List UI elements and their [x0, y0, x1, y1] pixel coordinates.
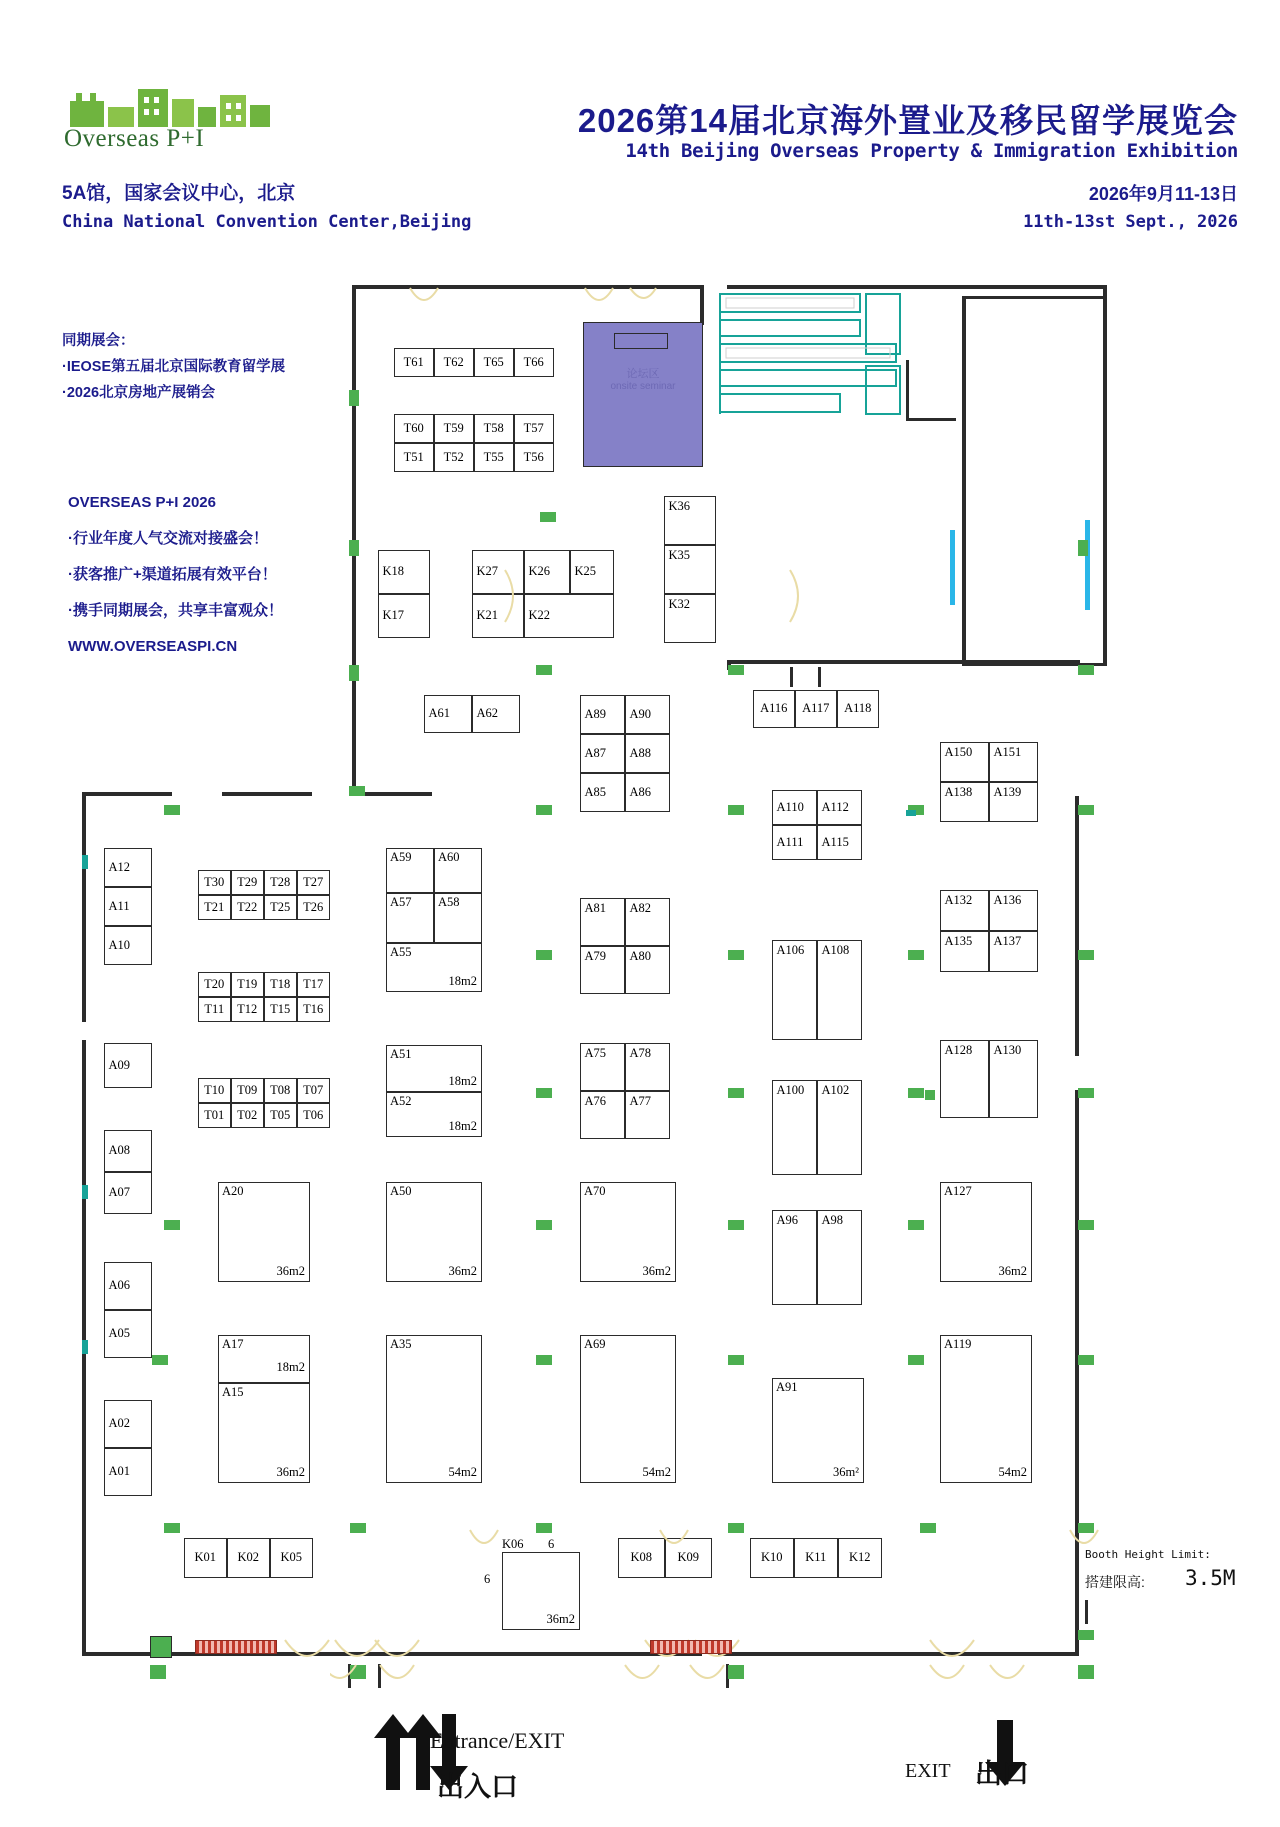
- booth-grid-a75[interactable]: [580, 1043, 670, 1139]
- booth-K36[interactable]: K36: [664, 496, 717, 546]
- booth-A115[interactable]: A115: [817, 825, 863, 861]
- date-en: 11th-13st Sept., 2026: [1023, 212, 1238, 232]
- booth-A77[interactable]: A77: [625, 1091, 671, 1140]
- booth-T18[interactable]: T18: [264, 972, 298, 998]
- concurrent-item-2: ·2026北京房地产展销会: [62, 385, 216, 401]
- booth-K09[interactable]: K09: [665, 1538, 713, 1579]
- booth-label: A119: [944, 1337, 972, 1351]
- cyan-strip: [950, 530, 955, 605]
- booth-T12[interactable]: T12: [231, 997, 265, 1023]
- booth-A50[interactable]: [386, 1182, 482, 1282]
- logo-buildings-icon: [62, 87, 277, 127]
- booth-area: 36m2: [276, 1465, 305, 1479]
- booth-A08[interactable]: A08: [104, 1130, 153, 1173]
- exit-label-cn: 出口: [975, 1759, 1029, 1789]
- booth-label: A50: [390, 1184, 412, 1198]
- booth-grid-a106[interactable]: [772, 940, 862, 1040]
- wall-stub: [790, 667, 793, 687]
- booth-T59[interactable]: T59: [434, 414, 475, 444]
- booth-T05[interactable]: T05: [264, 1103, 298, 1129]
- booth-grid-a08[interactable]: [104, 1130, 152, 1214]
- service-marker: [350, 1523, 366, 1533]
- booth-K10[interactable]: K10: [750, 1538, 795, 1579]
- service-marker: [349, 390, 359, 406]
- booth-A87[interactable]: A87: [580, 734, 626, 774]
- wall-stub: [378, 1664, 381, 1688]
- service-marker: [1078, 1220, 1094, 1230]
- booth-T22[interactable]: T22: [231, 895, 265, 921]
- booth-A86[interactable]: A86: [625, 773, 671, 813]
- concurrent-events: [62, 328, 362, 406]
- wall-stub: [1085, 1600, 1088, 1624]
- booth-A82[interactable]: A82: [625, 898, 671, 947]
- booth-A76[interactable]: A76: [580, 1091, 626, 1140]
- booth-T65[interactable]: T65: [474, 348, 515, 378]
- booth-label: A15: [222, 1385, 244, 1399]
- logo-text: Overseas P+I: [64, 125, 205, 152]
- booth-area: 18m2: [448, 974, 477, 988]
- booth-label: A52: [390, 1094, 412, 1108]
- booth-A61[interactable]: A61: [424, 695, 473, 734]
- service-marker: [82, 855, 88, 869]
- booth-T27[interactable]: T27: [297, 870, 331, 896]
- wall-right-upper: [1103, 285, 1107, 665]
- service-marker: [150, 1665, 166, 1679]
- wall-seg: [352, 285, 356, 336]
- booth-A108[interactable]: A108: [817, 940, 863, 1041]
- cyan-strip: [1085, 520, 1090, 610]
- booth-grid-a61[interactable]: [424, 695, 520, 733]
- booth-A112[interactable]: A112: [817, 790, 863, 826]
- service-marker: [536, 1355, 552, 1365]
- booth-A51[interactable]: [386, 1045, 482, 1092]
- service-corridor-diagram: [716, 290, 976, 455]
- booth-grid-t-left-3[interactable]: [198, 972, 330, 1022]
- booth-A89[interactable]: A89: [580, 695, 626, 735]
- booth-K32[interactable]: K32: [664, 594, 717, 644]
- booth-area: 36m2: [998, 1264, 1027, 1278]
- booth-T55[interactable]: T55: [474, 443, 515, 473]
- booth-A09[interactable]: A09: [104, 1043, 153, 1089]
- booth-label: A91: [776, 1380, 798, 1394]
- booth-A69[interactable]: [580, 1335, 676, 1483]
- booth-A138[interactable]: A138: [940, 782, 990, 823]
- booth-label: A57: [390, 895, 412, 909]
- service-marker: [164, 805, 180, 815]
- service-marker: [908, 1355, 924, 1365]
- booth-T51[interactable]: T51: [394, 443, 435, 473]
- wall-stub: [906, 360, 909, 420]
- booth-A06[interactable]: A06: [104, 1262, 153, 1311]
- exit-label-en: EXIT: [905, 1760, 951, 1782]
- booth-grid-a116[interactable]: [753, 690, 879, 728]
- wall-top-left: [352, 285, 704, 289]
- booth-A01[interactable]: A01: [104, 1448, 153, 1497]
- booth-A102[interactable]: A102: [817, 1080, 863, 1176]
- booth-area: 54m2: [448, 1465, 477, 1479]
- booth-T26[interactable]: T26: [297, 895, 331, 921]
- booth-A15[interactable]: [218, 1383, 310, 1483]
- booth-T16[interactable]: T16: [297, 997, 331, 1023]
- booth-T19[interactable]: T19: [231, 972, 265, 998]
- service-marker: [728, 950, 744, 960]
- booth-A98[interactable]: A98: [817, 1210, 863, 1306]
- service-marker: [1078, 1630, 1094, 1640]
- booth-T02[interactable]: T02: [231, 1103, 265, 1129]
- booth-grid-a128[interactable]: [940, 1040, 1038, 1118]
- booth-T61[interactable]: T61: [394, 348, 435, 378]
- booth-T08[interactable]: T08: [264, 1078, 298, 1104]
- booth-A111[interactable]: A111: [772, 825, 818, 861]
- booth-T25[interactable]: T25: [264, 895, 298, 921]
- booth-A118[interactable]: A118: [837, 690, 880, 729]
- service-marker: [536, 805, 552, 815]
- service-marker: [349, 540, 359, 556]
- booth-T20[interactable]: T20: [198, 972, 232, 998]
- booth-K08[interactable]: K08: [618, 1538, 666, 1579]
- booth-K17[interactable]: K17: [378, 594, 431, 639]
- booth-height-limit-en: Booth Height Limit:: [1085, 1548, 1211, 1561]
- booth-label: A59: [390, 850, 412, 864]
- booth-A136[interactable]: A136: [989, 890, 1039, 932]
- wall-left-1: [82, 792, 86, 1022]
- booth-K11[interactable]: K11: [794, 1538, 839, 1579]
- booth-A10[interactable]: A10: [104, 926, 153, 966]
- entrance-label-en: Entrance/EXIT: [430, 1728, 565, 1753]
- service-marker: [920, 1523, 936, 1533]
- booth-label: A60: [438, 850, 460, 864]
- point-3: ·携手同期展会，共享丰富观众！: [68, 602, 283, 619]
- service-marker: [164, 1523, 180, 1533]
- booth-K12[interactable]: K12: [838, 1538, 883, 1579]
- booth-T66[interactable]: T66: [514, 348, 555, 378]
- booth-height-limit-cn: 搭建限高:: [1085, 1574, 1145, 1590]
- service-marker: [1078, 950, 1094, 960]
- booth-K26[interactable]: K26: [524, 550, 571, 595]
- booth-A85[interactable]: A85: [580, 773, 626, 813]
- service-marker: [540, 512, 556, 522]
- booth-grid-a81[interactable]: [580, 898, 670, 994]
- booth-A75[interactable]: A75: [580, 1043, 626, 1092]
- booth-K02[interactable]: K02: [227, 1538, 271, 1579]
- booth-K25[interactable]: K25: [570, 550, 615, 595]
- service-marker: [908, 1220, 924, 1230]
- entrance-label-cn: 出入口: [437, 1772, 518, 1802]
- booth-grid-k-bottom-2[interactable]: [618, 1538, 712, 1578]
- booth-label: A20: [222, 1184, 244, 1198]
- brand-points: [68, 485, 368, 665]
- booth-T06[interactable]: T06: [297, 1103, 331, 1129]
- booth-area: 36m²: [833, 1465, 859, 1479]
- booth-T17[interactable]: T17: [297, 972, 331, 998]
- service-marker: [908, 1088, 924, 1098]
- dim-note-1: 6: [548, 1537, 555, 1551]
- booth-area: 36m2: [448, 1264, 477, 1278]
- service-marker: [728, 805, 744, 815]
- dim-note-2: 6: [484, 1572, 491, 1586]
- booth-grid-k2x[interactable]: [472, 550, 614, 638]
- booth-grid-a12[interactable]: [104, 848, 152, 965]
- point-1: ·行业年度人气交流对接盛会！: [68, 530, 268, 547]
- booth-area: 18m2: [276, 1360, 305, 1374]
- booth-K21[interactable]: K21: [472, 594, 525, 639]
- service-marker: [906, 810, 916, 816]
- booth-grid-a132[interactable]: [940, 890, 1038, 972]
- booth-A02[interactable]: A02: [104, 1400, 153, 1449]
- booth-A58[interactable]: [434, 893, 482, 943]
- venue-cn: 5A馆，国家会议中心，北京: [62, 183, 296, 204]
- service-marker: [1078, 1355, 1094, 1365]
- booth-grid-a09[interactable]: [104, 1043, 152, 1088]
- booth-A05[interactable]: A05: [104, 1310, 153, 1359]
- service-marker: [536, 950, 552, 960]
- booth-T60[interactable]: T60: [394, 414, 435, 444]
- booth-T07[interactable]: T07: [297, 1078, 331, 1104]
- booth-grid-k18[interactable]: [378, 550, 430, 638]
- service-marker: [1078, 1665, 1094, 1679]
- booth-A81[interactable]: A81: [580, 898, 626, 947]
- booth-label: A17: [222, 1337, 244, 1351]
- service-marker: [728, 1220, 744, 1230]
- booth-T09[interactable]: T09: [231, 1078, 265, 1104]
- booth-grid-t-left-1[interactable]: [198, 870, 330, 920]
- booth-T11[interactable]: T11: [198, 997, 232, 1023]
- booth-A70[interactable]: [580, 1182, 676, 1282]
- booth-T56[interactable]: T56: [514, 443, 555, 473]
- booth-label: A55: [390, 945, 412, 959]
- booth-T21[interactable]: T21: [198, 895, 232, 921]
- booth-A91[interactable]: [772, 1378, 864, 1483]
- wall-right-lower: [1075, 1090, 1079, 1656]
- wall-right-upper2: [1075, 796, 1079, 1056]
- booth-grid-a100[interactable]: [772, 1080, 862, 1175]
- service-marker: [350, 1665, 366, 1679]
- website: WWW.OVERSEASPI.CN: [68, 638, 238, 655]
- booth-area: 54m2: [998, 1465, 1027, 1479]
- service-marker: [82, 1340, 88, 1354]
- booth-A130[interactable]: A130: [989, 1040, 1039, 1119]
- service-marker: [349, 786, 365, 796]
- booth-A116[interactable]: A116: [753, 690, 796, 729]
- booth-A12[interactable]: A12: [104, 848, 153, 888]
- date-cn: 2026年9月11-13日: [1088, 184, 1238, 204]
- booth-area: 18m2: [448, 1074, 477, 1088]
- booth-A60[interactable]: [434, 848, 482, 893]
- booth-A117[interactable]: A117: [795, 690, 838, 729]
- venue-en: China National Convention Center,Beijing: [62, 212, 472, 232]
- booth-A110[interactable]: A110: [772, 790, 818, 826]
- service-marker: [1078, 665, 1094, 675]
- wall-bottom-right: [718, 1652, 1078, 1656]
- service-marker: [152, 1355, 168, 1365]
- booth-A151[interactable]: A151: [989, 742, 1039, 783]
- booth-A150[interactable]: A150: [940, 742, 990, 783]
- wall-seg: [222, 792, 312, 796]
- booth-grid-a06[interactable]: [104, 1262, 152, 1358]
- booth-grid-a89[interactable]: [580, 695, 670, 812]
- booth-A20[interactable]: [218, 1182, 310, 1282]
- booth-T57[interactable]: T57: [514, 414, 555, 444]
- booth-A106[interactable]: A106: [772, 940, 818, 1041]
- booth-A128[interactable]: A128: [940, 1040, 990, 1119]
- booth-area: 54m2: [642, 1465, 671, 1479]
- booth-T28[interactable]: T28: [264, 870, 298, 896]
- booth-label: A58: [438, 895, 460, 909]
- wall-stub: [818, 667, 821, 687]
- booth-grid-a02[interactable]: [104, 1400, 152, 1496]
- booth-A88[interactable]: A88: [625, 734, 671, 774]
- booth-A57[interactable]: [386, 893, 434, 943]
- booth-K35[interactable]: K35: [664, 545, 717, 595]
- service-marker: [1078, 540, 1088, 556]
- booth-A17[interactable]: [218, 1335, 310, 1383]
- booth-area: 18m2: [448, 1119, 477, 1133]
- booth-K06-area[interactable]: [502, 1552, 580, 1630]
- wall-top-right: [727, 285, 1107, 289]
- service-marker: [536, 1220, 552, 1230]
- service-marker: [925, 1090, 935, 1100]
- service-marker: [728, 1088, 744, 1098]
- brand-name: OVERSEAS P+I 2026: [68, 494, 216, 511]
- booth-A139[interactable]: A139: [989, 782, 1039, 823]
- booth-grid-a96[interactable]: [772, 1210, 862, 1305]
- booth-grid-t-top-2[interactable]: [394, 414, 554, 472]
- booth-A96[interactable]: A96: [772, 1210, 818, 1306]
- booth-K01[interactable]: K01: [184, 1538, 228, 1579]
- service-marker: [536, 1523, 552, 1533]
- logo: [62, 78, 277, 153]
- wall-bottom-left: [82, 1652, 702, 1656]
- wall-stub: [906, 418, 956, 421]
- booth-label: A70: [584, 1184, 606, 1198]
- service-marker: [728, 1523, 744, 1533]
- service-marker: [728, 1355, 744, 1365]
- wall-seg: [700, 285, 704, 325]
- booth-A62[interactable]: A62: [472, 695, 521, 734]
- booth-area: 36m2: [642, 1264, 671, 1278]
- booth-label: A35: [390, 1337, 412, 1351]
- booth-T30[interactable]: T30: [198, 870, 232, 896]
- booth-T10[interactable]: T10: [198, 1078, 232, 1104]
- concurrent-item-1: ·IEOSE第五届北京国际教育留学展: [62, 359, 286, 375]
- booth-A119[interactable]: [940, 1335, 1032, 1483]
- booth-T29[interactable]: T29: [231, 870, 265, 896]
- booth-area: 36m2: [546, 1612, 575, 1626]
- booth-grid-k3x[interactable]: [664, 496, 716, 643]
- booth-A132[interactable]: A132: [940, 890, 990, 932]
- booth-T62[interactable]: T62: [434, 348, 475, 378]
- booth-A07[interactable]: A07: [104, 1172, 153, 1215]
- booth-A137[interactable]: A137: [989, 931, 1039, 973]
- booth-T01[interactable]: T01: [198, 1103, 232, 1129]
- booth-A100[interactable]: A100: [772, 1080, 818, 1176]
- booth-A135[interactable]: A135: [940, 931, 990, 973]
- booth-A11[interactable]: A11: [104, 887, 153, 927]
- booth-K27[interactable]: K27: [472, 550, 525, 595]
- registration-desk-right: [650, 1640, 732, 1654]
- service-marker: [536, 665, 552, 675]
- booth-grid-a150[interactable]: [940, 742, 1038, 822]
- booth-K18[interactable]: K18: [378, 550, 431, 595]
- booth-K06-label: K06: [502, 1537, 524, 1551]
- wall-seg: [962, 296, 1107, 299]
- booth-label: A127: [944, 1184, 972, 1198]
- service-marker: [349, 665, 359, 681]
- service-marker: [1078, 1523, 1094, 1533]
- booth-T15[interactable]: T15: [264, 997, 298, 1023]
- booth-A52[interactable]: [386, 1092, 482, 1137]
- booth-height-limit-value: 3.5M: [1185, 1566, 1236, 1590]
- service-marker: [1078, 1088, 1094, 1098]
- entrance-arcs: [70, 1560, 1090, 1690]
- booth-grid-t-top-1[interactable]: [394, 348, 554, 377]
- booth-T58[interactable]: T58: [474, 414, 515, 444]
- concurrent-title: 同期展会：: [62, 333, 135, 349]
- booth-grid-t-left-5[interactable]: [198, 1078, 330, 1128]
- booth-K05[interactable]: K05: [270, 1538, 314, 1579]
- booth-label: A51: [390, 1047, 412, 1061]
- booth-area: 36m2: [276, 1264, 305, 1278]
- registration-desk-left: [195, 1640, 277, 1654]
- service-marker: [728, 665, 744, 675]
- booth-A79[interactable]: A79: [580, 946, 626, 995]
- booth-A80[interactable]: A80: [625, 946, 671, 995]
- booth-grid-a110[interactable]: [772, 790, 862, 860]
- seminar-label-en: onsite seminar: [610, 381, 676, 392]
- booth-A55[interactable]: [386, 943, 482, 992]
- service-marker: [728, 1665, 744, 1679]
- booth-A35[interactable]: [386, 1335, 482, 1483]
- seminar-label-cn: 论坛区: [626, 368, 660, 380]
- booth-A127[interactable]: [940, 1182, 1032, 1282]
- service-marker: [908, 950, 924, 960]
- title-en: 14th Beijing Overseas Property & Immigration Exhibition: [625, 140, 1238, 162]
- booth-A59[interactable]: [386, 848, 434, 893]
- booth-A90[interactable]: A90: [625, 695, 671, 735]
- seminar-area[interactable]: [583, 322, 703, 467]
- title-cn: 2026第14届北京海外置业及移民留学展览会: [577, 102, 1238, 139]
- info-kiosk: [150, 1636, 172, 1658]
- booth-K22[interactable]: K22: [524, 594, 615, 639]
- booth-T52[interactable]: T52: [434, 443, 475, 473]
- service-marker: [164, 1220, 180, 1230]
- booth-grid-k-bottom-3[interactable]: [750, 1538, 882, 1578]
- point-2: ·获客推广+渠道拓展有效平台！: [68, 566, 277, 583]
- seminar-stage: [614, 333, 668, 349]
- booth-A78[interactable]: A78: [625, 1043, 671, 1092]
- booth-label: A69: [584, 1337, 606, 1351]
- service-marker: [1078, 805, 1094, 815]
- booth-grid-k-bottom-1[interactable]: [184, 1538, 313, 1578]
- service-marker: [82, 1185, 88, 1199]
- service-marker: [536, 1088, 552, 1098]
- wall-seg: [82, 792, 172, 796]
- wall-seg: [910, 660, 1080, 664]
